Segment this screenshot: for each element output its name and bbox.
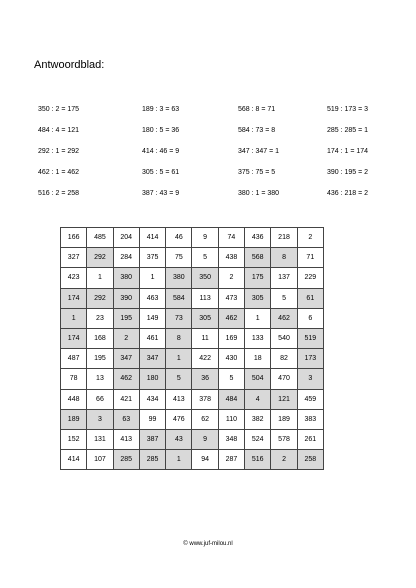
- grid-cell: 5: [166, 369, 192, 389]
- grid-cell: 1: [87, 268, 113, 288]
- grid-row: [61, 409, 324, 429]
- grid-cell: 519: [297, 328, 323, 348]
- grid-cell: 1: [61, 308, 87, 328]
- answer-item: 387 : 43 = 9: [142, 190, 180, 197]
- grid-cell: 463: [139, 288, 165, 308]
- grid-cell: 305: [245, 288, 271, 308]
- grid-cell: 75: [166, 248, 192, 268]
- grid-row: [61, 389, 324, 409]
- grid-cell: 414: [61, 450, 87, 470]
- grid-cell: 516: [245, 450, 271, 470]
- grid-cell: 584: [166, 288, 192, 308]
- grid-cell: 173: [297, 349, 323, 369]
- grid-cell: 436: [245, 228, 271, 248]
- grid-cell: 470: [271, 369, 297, 389]
- grid-row: [61, 268, 324, 288]
- grid-cell: 189: [61, 409, 87, 429]
- grid-cell: 195: [113, 308, 139, 328]
- grid-cell: 204: [113, 228, 139, 248]
- grid-cell: 285: [113, 450, 139, 470]
- grid-cell: 189: [271, 409, 297, 429]
- grid-cell: 504: [245, 369, 271, 389]
- grid-cell: 462: [271, 308, 297, 328]
- grid-cell: 110: [218, 409, 244, 429]
- grid-cell: 387: [139, 429, 165, 449]
- grid-cell: 23: [87, 308, 113, 328]
- grid-row: [61, 450, 324, 470]
- grid-cell: 149: [139, 308, 165, 328]
- grid-cell: 434: [139, 389, 165, 409]
- grid-cell: 1: [245, 308, 271, 328]
- answer-item: 380 : 1 = 380: [238, 190, 280, 197]
- grid-row: [61, 308, 324, 328]
- grid-cell: 462: [113, 369, 139, 389]
- grid-cell: 438: [218, 248, 244, 268]
- grid-cell: 66: [87, 389, 113, 409]
- grid-row: [61, 228, 324, 248]
- grid-cell: 152: [61, 429, 87, 449]
- grid-cell: 9: [192, 429, 218, 449]
- grid-cell: 347: [113, 349, 139, 369]
- grid-row: [61, 248, 324, 268]
- grid-cell: 74: [218, 228, 244, 248]
- grid-cell: 1: [139, 268, 165, 288]
- grid-cell: 169: [218, 328, 244, 348]
- answer-item: 484 : 4 = 121: [38, 127, 80, 134]
- grid-cell: 347: [139, 349, 165, 369]
- grid-cell: 430: [218, 349, 244, 369]
- grid-cell: 2: [271, 450, 297, 470]
- answer-list: [38, 106, 386, 196]
- grid-cell: 180: [139, 369, 165, 389]
- answer-item: 350 : 2 = 175: [38, 106, 80, 113]
- grid-cell: 8: [271, 248, 297, 268]
- answer-item: 292 : 1 = 292: [38, 148, 80, 155]
- grid-cell: 383: [297, 409, 323, 429]
- grid-cell: 284: [113, 248, 139, 268]
- grid-cell: 382: [245, 409, 271, 429]
- answer-item: 390 : 195 = 2: [327, 169, 369, 176]
- grid-cell: 5: [271, 288, 297, 308]
- answer-grid: [60, 227, 324, 470]
- grid-cell: 485: [87, 228, 113, 248]
- grid-cell: 99: [139, 409, 165, 429]
- grid-cell: 462: [218, 308, 244, 328]
- grid-cell: 121: [271, 389, 297, 409]
- grid-cell: 422: [192, 349, 218, 369]
- grid-cell: 113: [192, 288, 218, 308]
- grid-cell: 78: [61, 369, 87, 389]
- grid-row: [61, 288, 324, 308]
- grid-cell: 578: [271, 429, 297, 449]
- grid-cell: 473: [218, 288, 244, 308]
- grid-cell: 423: [61, 268, 87, 288]
- grid-cell: 292: [87, 248, 113, 268]
- grid-cell: 3: [297, 369, 323, 389]
- answer-item: 285 : 285 = 1: [327, 127, 369, 134]
- grid-cell: 1: [166, 349, 192, 369]
- grid-cell: 380: [166, 268, 192, 288]
- grid-cell: 414: [139, 228, 165, 248]
- grid-cell: 327: [61, 248, 87, 268]
- answer-item: 174 : 1 = 174: [327, 148, 369, 155]
- answer-item: 568 : 8 = 71: [238, 106, 276, 113]
- grid-cell: 2: [297, 228, 323, 248]
- grid-cell: 5: [192, 248, 218, 268]
- grid-cell: 380: [113, 268, 139, 288]
- grid-cell: 174: [61, 288, 87, 308]
- page-title: Antwoordblad:: [34, 59, 105, 71]
- grid-cell: 61: [297, 288, 323, 308]
- grid-cell: 2: [113, 328, 139, 348]
- grid-cell: 218: [271, 228, 297, 248]
- grid-cell: 459: [297, 389, 323, 409]
- grid-cell: 6: [297, 308, 323, 328]
- answer-item: 462 : 1 = 462: [38, 169, 80, 176]
- answer-item: 305 : 5 = 61: [142, 169, 180, 176]
- grid-cell: 137: [271, 268, 297, 288]
- grid-cell: 73: [166, 308, 192, 328]
- grid-cell: 540: [271, 328, 297, 348]
- grid-row: [61, 429, 324, 449]
- grid-cell: 174: [61, 328, 87, 348]
- grid-cell: 46: [166, 228, 192, 248]
- grid-cell: 1: [166, 450, 192, 470]
- grid-cell: 36: [192, 369, 218, 389]
- grid-cell: 63: [113, 409, 139, 429]
- grid-cell: 378: [192, 389, 218, 409]
- answer-item: 436 : 218 = 2: [327, 190, 369, 197]
- answer-item: 414 : 46 = 9: [142, 148, 180, 155]
- grid-cell: 476: [166, 409, 192, 429]
- grid-row: [61, 369, 324, 389]
- grid-row: [61, 328, 324, 348]
- grid-cell: 9: [192, 228, 218, 248]
- grid-cell: 133: [245, 328, 271, 348]
- grid-cell: 413: [166, 389, 192, 409]
- grid-cell: 375: [139, 248, 165, 268]
- grid-cell: 175: [245, 268, 271, 288]
- grid-cell: 131: [87, 429, 113, 449]
- answer-item: 347 : 347 = 1: [238, 148, 280, 155]
- grid-cell: 71: [297, 248, 323, 268]
- grid-cell: 413: [113, 429, 139, 449]
- answer-item: 375 : 75 = 5: [238, 169, 276, 176]
- grid-cell: 390: [113, 288, 139, 308]
- grid-cell: 524: [245, 429, 271, 449]
- grid-cell: 461: [139, 328, 165, 348]
- grid-cell: 348: [218, 429, 244, 449]
- grid-cell: 2: [218, 268, 244, 288]
- grid-cell: 13: [87, 369, 113, 389]
- answer-item: 519 : 173 = 3: [327, 106, 369, 113]
- grid-cell: 94: [192, 450, 218, 470]
- grid-row: [61, 349, 324, 369]
- grid-cell: 18: [245, 349, 271, 369]
- grid-cell: 487: [61, 349, 87, 369]
- answer-item: 180 : 5 = 36: [142, 127, 180, 134]
- grid-cell: 305: [192, 308, 218, 328]
- grid-cell: 568: [245, 248, 271, 268]
- grid-cell: 11: [192, 328, 218, 348]
- grid-cell: 82: [271, 349, 297, 369]
- footer-credit: © www.juf-milou.nl: [183, 541, 233, 547]
- answer-item: 189 : 3 = 63: [142, 106, 180, 113]
- grid-cell: 287: [218, 450, 244, 470]
- grid-cell: 350: [192, 268, 218, 288]
- grid-cell: 448: [61, 389, 87, 409]
- grid-cell: 107: [87, 450, 113, 470]
- grid-cell: 195: [87, 349, 113, 369]
- grid-cell: 285: [139, 450, 165, 470]
- grid-cell: 5: [218, 369, 244, 389]
- grid-cell: 258: [297, 450, 323, 470]
- grid-cell: 261: [297, 429, 323, 449]
- grid-cell: 8: [166, 328, 192, 348]
- grid-cell: 421: [113, 389, 139, 409]
- grid-cell: 168: [87, 328, 113, 348]
- grid-cell: 62: [192, 409, 218, 429]
- grid-cell: 292: [87, 288, 113, 308]
- grid-cell: 3: [87, 409, 113, 429]
- answer-item: 584 : 73 = 8: [238, 127, 276, 134]
- grid-cell: 484: [218, 389, 244, 409]
- grid-cell: 4: [245, 389, 271, 409]
- grid-cell: 229: [297, 268, 323, 288]
- grid-cell: 43: [166, 429, 192, 449]
- answer-item: 516 : 2 = 258: [38, 190, 80, 197]
- grid-cell: 166: [61, 228, 87, 248]
